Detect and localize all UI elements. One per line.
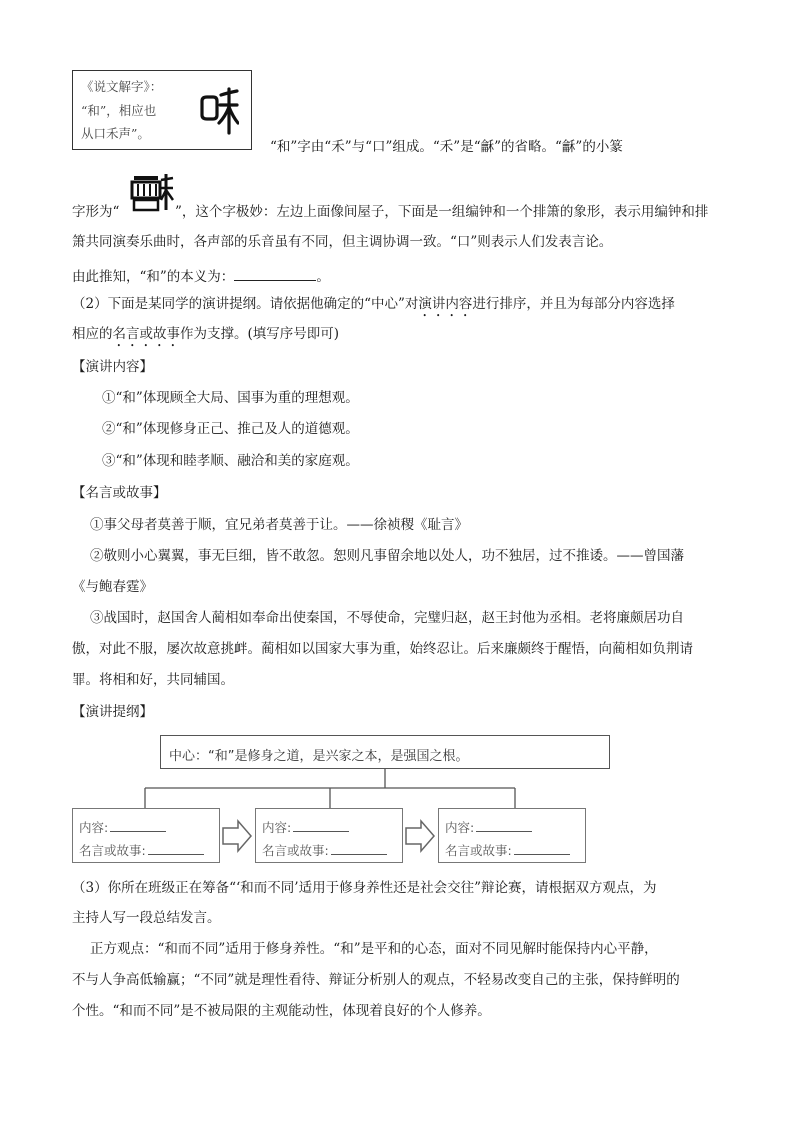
intro-line-2-start: 字形为“ [72,204,120,220]
content-label: 内容: [445,820,475,835]
outline-box-2-quote-row [262,841,387,859]
seal-script-he-yue-icon [130,172,174,212]
content-blank[interactable] [110,819,166,832]
content-label: 内容: [79,820,109,835]
q2-emphasis-content: 演讲内容 [418,296,473,312]
quote-3-line-3: 罪。将相和好，共同辅国。 [72,672,234,688]
outline-box-1-content-row [79,818,166,836]
q3-line-2: 主持人写一段总结发言。 [72,910,221,926]
seal-script-he-icon [199,85,239,135]
intro-line-2-end: ”，这个字极妙：左边上面像间屋子，下面是一组编钟和一个排箫的象形，表示用编钟和排 [175,204,709,220]
quote-blank[interactable] [514,842,570,855]
outline-box-2-content-row [262,818,349,836]
inference-end: 。 [316,269,330,285]
quote-1: ①事父母者莫善于顺，宜兄弟者莫善于让。——徐祯稷《耻言》 [90,517,468,533]
content-item-2: ②“和”体现修身正己、推己及人的道德观。 [102,421,359,437]
outline-center-box [160,735,610,769]
quotes-heading: 【名言或故事】 [72,485,167,501]
outline-box-1[interactable] [72,808,220,863]
q2-emphasis-quote: 名言或故事 [112,326,180,342]
shuowen-line-2: “和”，相应也 [81,103,157,118]
outline-box-3-content-row [445,818,532,836]
quote-label: 名言或故事: [79,843,146,858]
quote-blank[interactable] [148,842,204,855]
outline-box-2[interactable] [255,808,403,863]
content-label: 内容: [262,820,292,835]
outline-center-text: 中心：“和”是修身之道，是兴家之本，是强国之根。 [169,749,469,764]
intro-line-3: 箫共同演奏乐曲时，各声部的乐音虽有不同，但主调协调一致。“口”则表示人们发表言论。 [72,234,613,250]
quote-3-line-1: ③战国时，赵国舍人蔺相如奉命出使秦国，不辱使命，完璧归赵，赵王封他为丞相。老将廉颇居功自 [90,610,684,626]
outline-box-3-quote-row [445,841,570,859]
pro-view-line-3: 个性。“和而不同”是不被局限的主观能动性，体现着良好的个人修养。 [72,1003,491,1019]
quote-label: 名言或故事: [262,843,329,858]
shuowen-quote-box [72,70,252,150]
intro-line-1: “和”字由“禾”与“口”组成。“禾”是“龢”的省略。“龢”的小篆 [270,139,623,155]
quote-blank[interactable] [331,842,387,855]
q2-text-b: 进行排序，并且为每部分内容选择 [472,296,675,312]
content-item-3: ③“和”体现和睦孝顺、融洽和美的家庭观。 [102,453,359,469]
outline-heading: 【演讲提纲】 [72,704,153,720]
answer-blank[interactable] [234,266,316,281]
q2-text-d: 作为支撑。(填写序号即可) [180,326,340,342]
content-heading: 【演讲内容】 [72,359,153,375]
quote-3-line-2: 傲，对此不服，屡次故意挑衅。蔺相如以国家大事为重，始终忍让。后来廉颇终于醒悟，向蔺相如负荆请 [72,641,693,657]
quote-label: 名言或故事: [445,843,512,858]
outline-box-1-quote-row [79,841,204,859]
q3-line-1: （3）你所在班级正在筹备“‘和而不同’适用于修身养性还是社会交往”辩论赛，请根据双方观点，为 [72,880,657,896]
pro-view-line-2: 不与人争高低输赢；“不同”就是理性看待、辩证分析别人的观点，不轻易改变自己的主张，保持鲜明的 [72,972,680,988]
outline-box-3[interactable] [438,808,586,863]
shuowen-line-1: 《说文解字》： [81,79,163,94]
content-blank[interactable] [476,819,532,832]
q2-text-c: 相应的 [72,326,113,342]
q2-text-a: （2）下面是某同学的演讲提纲。请依据他确定的“中心”对 [72,296,419,312]
q2-line-2 [72,326,339,350]
shuowen-line-3: 从口禾声”。 [81,126,150,141]
inference-prompt: 由此推知，“和”的本义为： [72,269,235,285]
quote-2-line-1: ②敬则小心翼翼，事无巨细，皆不敢忽。恕则凡事留余地以处人，功不独居，过不推诿。——曾国藩 [90,548,684,564]
content-blank[interactable] [293,819,349,832]
content-item-1: ①“和”体现顾全大局、国事为重的理想观。 [102,390,359,406]
pro-view-line-1: 正方观点：“和而不同”适用于修身养性。“和”是平和的心态，面对不同见解时能保持内心平静， [90,941,658,957]
q2-line-1 [72,296,675,320]
quote-2-line-2: 《与鲍春霆》 [72,579,153,595]
intro-line-4 [72,266,330,285]
